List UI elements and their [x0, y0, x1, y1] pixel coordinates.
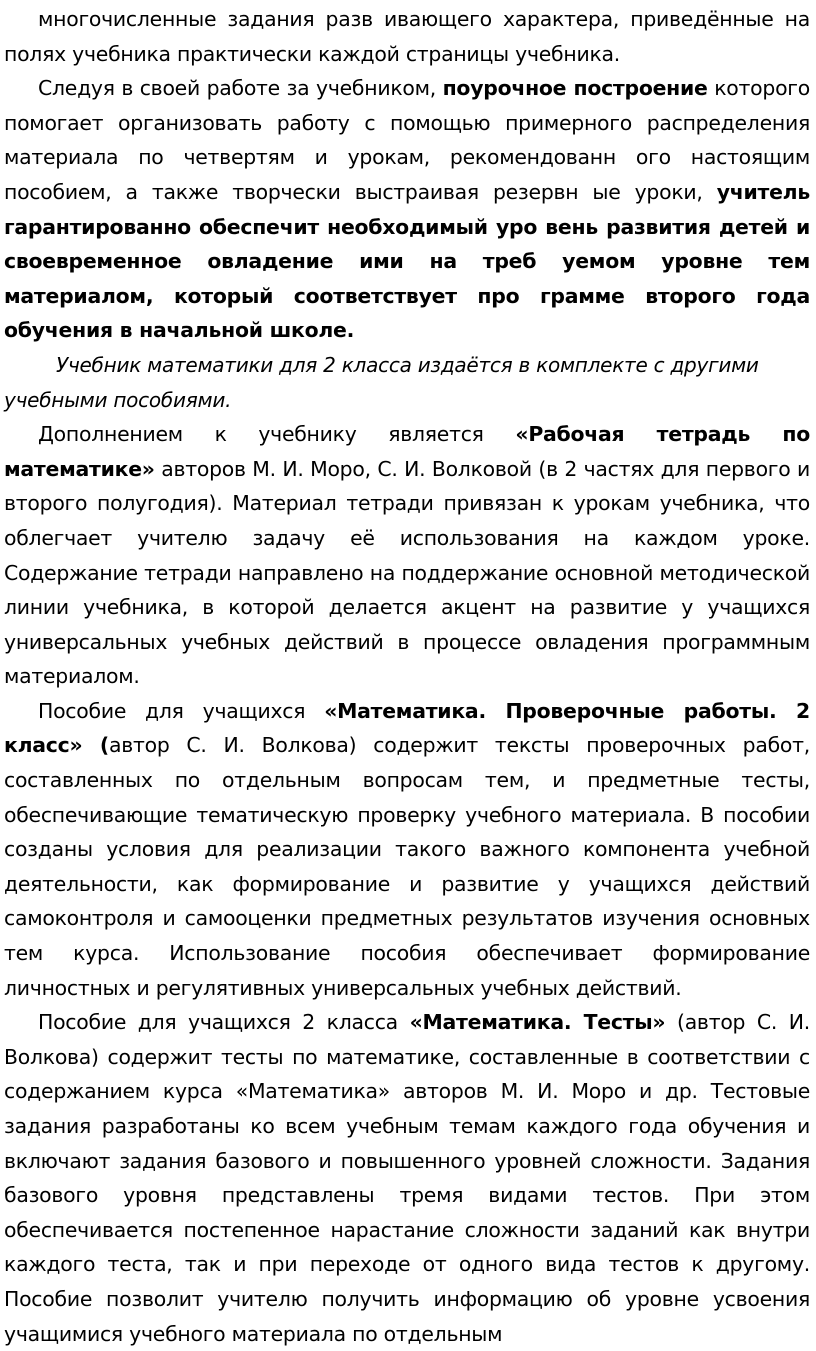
- paragraph-italic-note: [4, 348, 810, 417]
- paragraph-text: автор С. И. Волкова) содержит тексты проверочных работ, составленных по отдельным вопросам тем, и предметные тесты, обеспечивающие тематическую проверку учебного материала. В пособии созданы условия для реализации такого важного компонента учебной деятельности, как формирование и развитие у учащихся действий самоконтроля и самооценки предметных результатов изучения основных тем курса. Использование пособия обеспечивает формирование личностных и регулятивных универсальных учебных действий.: [4, 733, 810, 1000]
- paragraph-text: многочисленные задания разв ивающего характера, приведённые на полях учебника практически каждой страницы учебника.: [4, 7, 810, 66]
- bold-title: «Рабочая тетрадь по математике»: [4, 422, 811, 481]
- bold-title: «Математика. Тесты»: [409, 1010, 666, 1035]
- paragraph-text: (автор С. И. Волкова) содержит тесты по математике, составленные в соответствии с содержанием курса «Математика» авторов М. И. Моро и др. Тестовые задания разработаны ко всем учебным темам каждого года обучения и включают задания базового и повышенного уровней сложности. Задания базового уровня представлены тремя видами тестов. При этом обеспечивается постепенное нарастание сложности заданий как внутри каждого теста, так и при переходе от одного вида тестов к другому. Пособие позволит учителю получить информацию об уровне усвоения учащимися учебного материала по отдельным: [4, 1010, 810, 1346]
- paragraph-text: которого помогает организовать работу с помощью примерного распределения материала по четвертям и урокам, рекомендованн ого настоящим пособием, а также творчески выстраивая резервн ые уроки,: [4, 76, 810, 204]
- bold-phrase: учитель гарантированно обеспечит необходимый уро вень развития детей и своевременное овладение ими на треб уемом уровне тем материалом, который соответствует про грамме второго года обучения в начальной школе.: [4, 179, 810, 343]
- paragraph-text: Пособие для учащихся: [38, 698, 325, 723]
- paragraph-text: Следуя в своей работе за учебником,: [38, 76, 443, 101]
- paragraph-text: Пособие для учащихся 2 класса: [38, 1010, 410, 1035]
- italic-text: Учебник математики для 2 класса издаётся в комплекте с другими учебными пособиями.: [4, 352, 759, 412]
- bold-phrase: поурочное построение: [442, 76, 708, 101]
- paragraph-text: авторов М. И. Моро, С. И. Волковой (в 2 частях для первого и второго полугодия). Материал тетради привязан к урокам учебника, что облегчает учителю задачу её использования на каждом уроке. Содержание тетради направлено на поддержание основной методической линии учебника, в которой делается акцент на развитие у учащихся универсальных учебных действий в процессе овладения программным материалом.: [4, 456, 810, 689]
- paragraph-tests: [4, 1005, 810, 1351]
- paragraph-continuation: [4, 2, 810, 71]
- paragraph-check-works: [4, 694, 810, 1005]
- paragraph-text: Дополнением к учебнику является: [38, 422, 516, 447]
- bold-title: «Математика. Проверочные работы. 2 класс» (: [4, 698, 810, 758]
- paragraph-workbook: [4, 417, 810, 694]
- paragraph-lesson-planning: [4, 71, 810, 348]
